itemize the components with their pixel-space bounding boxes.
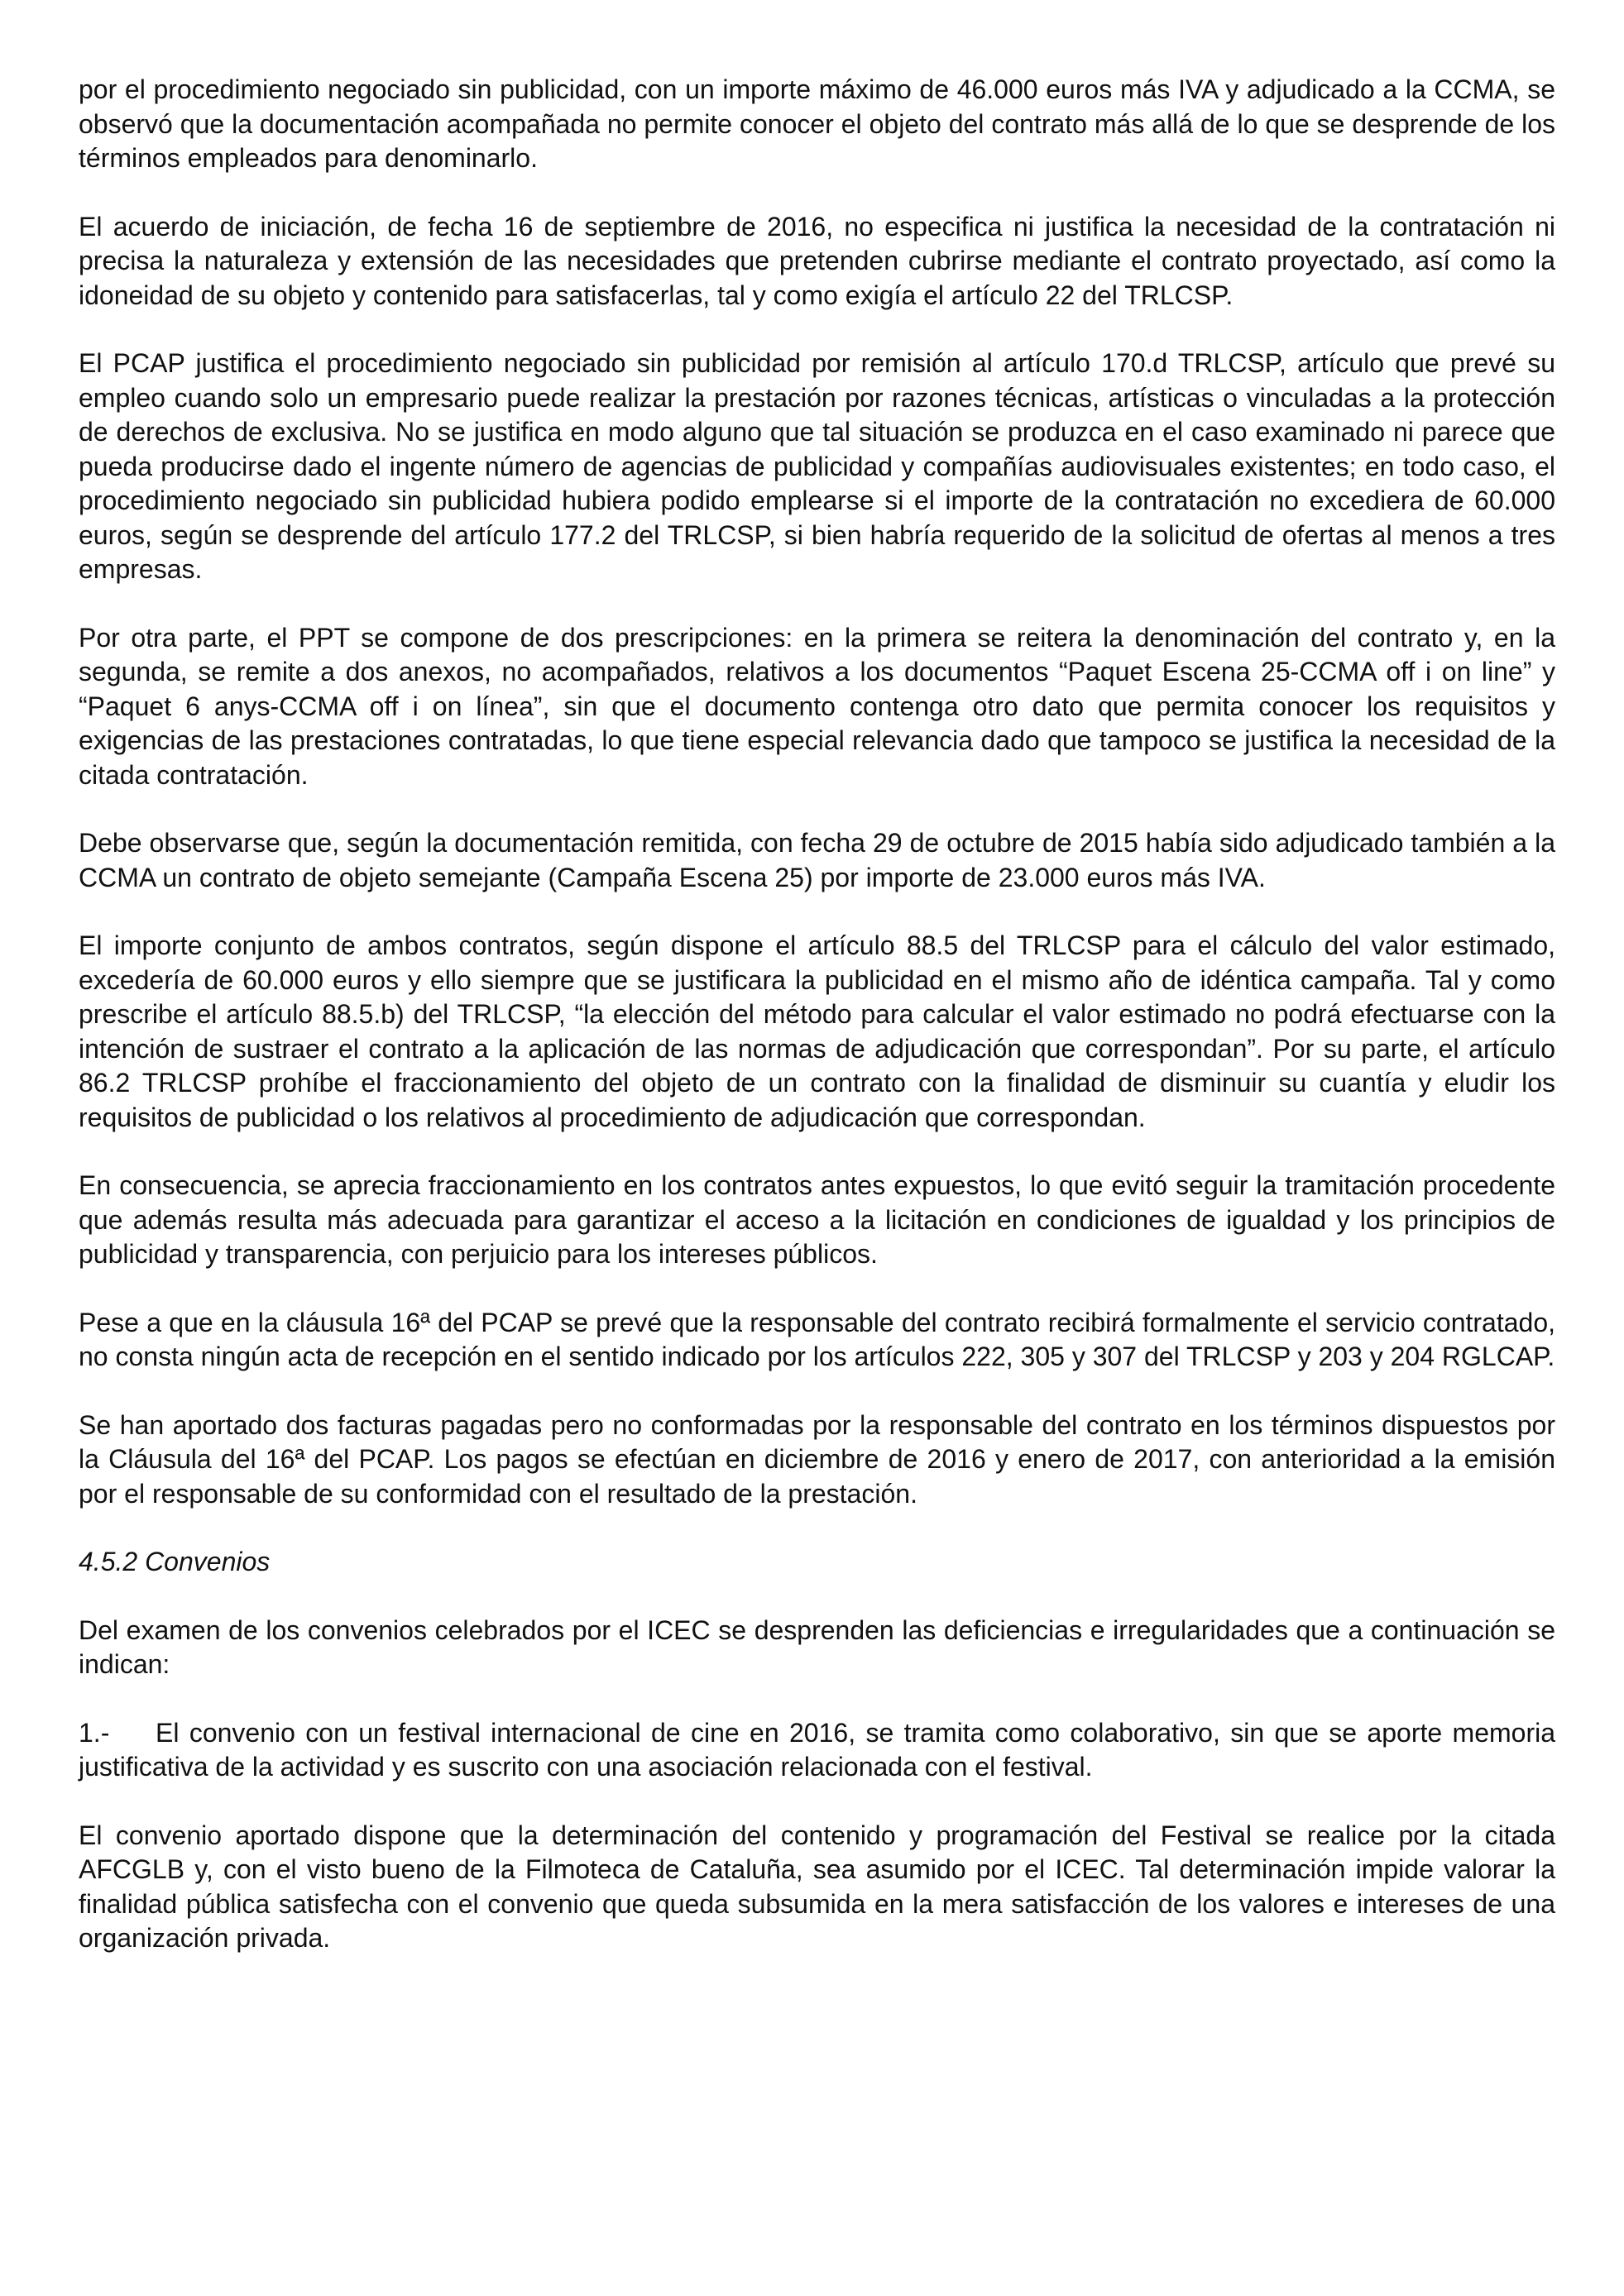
list-item-number: 1.-: [79, 1717, 110, 1748]
paragraph-fraccionamiento: En consecuencia, se aprecia fraccionamiento en los contratos antes expuestos, lo que evitó seguir la tramitación procedente que además resulta más adecuada para garantizar el acceso a la licitación en condiciones de igualdad y los principios de publicidad y transparencia, con perjuicio para los intereses públicos.: [79, 1170, 1555, 1269]
paragraph-convenio-aportado: El convenio aportado dispone que la determinación del contenido y programación del Festival se realice por la citada AFCGLB y, con el visto bueno de la Filmoteca de Cataluña, sea asumido por el ICEC. Tal determinación impide valorar la finalidad pública satisfecha con el convenio que queda subsumida en la mera satisfacción de los valores e intereses de una organización privada.: [79, 1820, 1555, 1953]
paragraph-clausula-16: Pese a que en la cláusula 16ª del PCAP se prevé que la responsable del contrato recibirá formalmente el servicio contratado, no consta ningún acta de recepción en el sentido indicado por los artículos 222, 305 y 307 del TRLCSP y 203 y 204 RGLCAP.: [79, 1307, 1555, 1371]
list-item-1: [79, 1716, 1555, 1785]
list-item-text: El convenio con un festival internacional de cine en 2016, se tramita como colaborativo, sin que se aporte memoria justificativa de la actividad y es suscrito con una asociación relacionada con el festival.: [79, 1717, 1555, 1782]
document-page: [79, 73, 1555, 1990]
paragraph-contrato-semejante: Debe observarse que, según la documentación remitida, con fecha 29 de octubre de 2015 había sido adjudicado también a la CCMA un contrato de objeto semejante (Campaña Escena 25) por importe de 23.000 euros más IVA.: [79, 828, 1555, 892]
paragraph-facturas: Se han aportado dos facturas pagadas pero no conformadas por la responsable del contrato en los términos dispuestos por la Cláusula del 16ª del PCAP. Los pagos se efectúan en diciembre de 2016 y enero de 2017, con anterioridad a la emisión por el responsable de su conformidad con el resultado de la prestación.: [79, 1409, 1555, 1509]
paragraph-procedimiento-negociado: por el procedimiento negociado sin publicidad, con un importe máximo de 46.000 euros más IVA y adjudicado a la CCMA, se observó que la documentación acompañada no permite conocer el objeto del contrato más allá de lo que se desprende de los términos empleados para denominarlo.: [79, 74, 1555, 173]
paragraph-ppt-prescripciones: Por otra parte, el PPT se compone de dos prescripciones: en la primera se reitera la denominación del contrato y, en la segunda, se remite a dos anexos, no acompañados, relativos a los documentos “Paquet Escena 25-CCMA off i on line” y “Paquet 6 anys-CCMA off i on línea”, sin que el documento contenga otro dato que permita conocer los requisitos y exigencias de las prestaciones contratadas, lo que tiene especial relevancia dado que tampoco se justifica la necesidad de la citada contratación.: [79, 622, 1555, 790]
paragraph-importe-conjunto: El importe conjunto de ambos contratos, según dispone el artículo 88.5 del TRLCSP para el cálculo del valor estimado, excedería de 60.000 euros y ello siempre que se justificara la publicidad en el mismo año de idéntica campaña. Tal y como prescribe el artículo 88.5.b) del TRLCSP, “la elección del método para calcular el valor estimado no podrá efectuarse con la intención de sustraer el contrato a la aplicación de las normas de adjudicación que correspondan”. Por su parte, el artículo 86.2 TRLCSP prohíbe el fraccionamiento del objeto de un contrato con la finalidad de disminuir su cuantía y eludir los requisitos de publicidad o los relativos al procedimiento de adjudicación que correspondan.: [79, 930, 1555, 1132]
paragraph-pcap-justifica: El PCAP justifica el procedimiento negociado sin publicidad por remisión al artículo 170.d TRLCSP, artículo que prevé su empleo cuando solo un empresario puede realizar la prestación por razones técnicas, artísticas o vinculadas a la protección de derechos de exclusiva. No se justifica en modo alguno que tal situación se produzca en el caso examinado ni parece que pueda producirse dado el ingente número de agencias de publicidad y compañías audiovisuales existentes; en todo caso, el procedimiento negociado sin publicidad hubiera podido emplearse si el importe de la contratación no excediera de 60.000 euros, según se desprende del artículo 177.2 del TRLCSP, si bien habría requerido de la solicitud de ofertas al menos a tres empresas.: [79, 348, 1555, 584]
paragraph-acuerdo-iniciacion: El acuerdo de iniciación, de fecha 16 de septiembre de 2016, no especifica ni justifica la necesidad de la contratación ni precisa la naturaleza y extensión de las necesidades que pretenden cubrirse mediante el contrato proyectado, así como la idoneidad de su objeto y contenido para satisfacerlas, tal y como exigía el artículo 22 del TRLCSP.: [79, 211, 1555, 310]
section-heading: 4.5.2 Convenios: [79, 1547, 271, 1576]
section-intro: Del examen de los convenios celebrados por el ICEC se desprenden las deficiencias e irregularidades que a continuación se indican:: [79, 1614, 1555, 1679]
